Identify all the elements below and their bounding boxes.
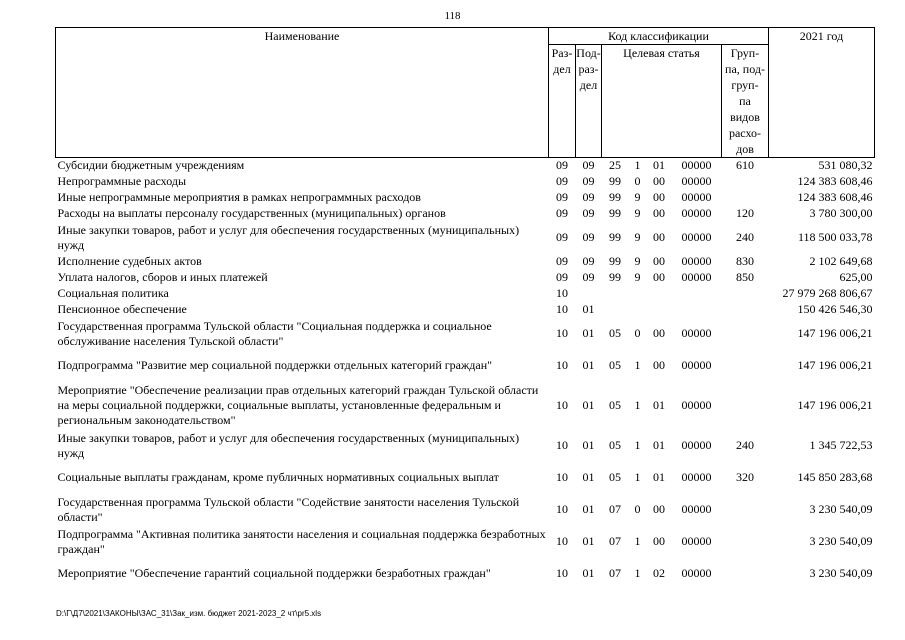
cell-name: Иные непрограммные мероприятия в рамках непрограммных расходов — [57, 190, 421, 204]
cell-expense-type — [722, 382, 769, 430]
cell-subprogram: 9 — [634, 206, 641, 220]
cell-program: 07 — [609, 566, 621, 580]
cell-section: 09 — [556, 270, 568, 284]
cell-section: 09 — [556, 206, 568, 220]
header-section-line: дел — [553, 62, 571, 76]
cell-section: 10 — [556, 398, 568, 412]
header-group-line: па, под- — [725, 62, 765, 76]
cell-activity: 00 — [653, 190, 665, 204]
cell-subsection: 09 — [582, 206, 595, 220]
cell-amount: 3 230 540,09 — [809, 566, 873, 580]
cell-section: 10 — [556, 302, 568, 316]
cell-name: Непрограммные расходы — [57, 174, 187, 188]
cell-program — [602, 302, 629, 318]
table-row — [56, 350, 875, 382]
cell-subprogram: 1 — [634, 438, 641, 452]
cell-direction: 00000 — [681, 230, 712, 244]
cell-activity: 00 — [653, 534, 665, 548]
cell-direction: 00000 — [681, 174, 712, 188]
cell-amount: 147 196 006,21 — [797, 358, 873, 372]
cell-name: Уплата налогов, сборов и иных платежей — [57, 270, 268, 284]
cell-direction — [672, 302, 722, 318]
cell-direction — [672, 286, 722, 302]
table-row — [56, 318, 875, 350]
cell-subsection: 09 — [582, 270, 595, 284]
cell-activity: 01 — [653, 438, 665, 452]
header-group-line: видов — [730, 110, 760, 124]
cell-subsection: 09 — [582, 158, 595, 173]
cell-section: 10 — [556, 326, 568, 340]
cell-subprogram: 1 — [634, 358, 641, 372]
cell-amount: 3 230 540,09 — [809, 534, 873, 548]
cell-expense-type — [722, 286, 769, 302]
cell-section: 09 — [556, 190, 568, 204]
cell-name: Подпрограмма "Развитие мер социальной поддержки отдельных категорий граждан" — [57, 358, 493, 372]
cell-amount: 1 345 722,53 — [809, 438, 873, 452]
cell-subprogram: 0 — [634, 174, 641, 188]
cell-activity: 00 — [653, 326, 665, 340]
cell-activity: 00 — [653, 174, 665, 188]
header-section-line: Раз- — [551, 46, 573, 60]
cell-subsection: 09 — [582, 174, 595, 188]
header-target: Целевая статья — [602, 45, 722, 158]
cell-expense-type: 830 — [736, 254, 754, 268]
cell-subsection: 01 — [582, 326, 595, 340]
cell-direction: 00000 — [681, 502, 712, 516]
cell-direction: 00000 — [681, 206, 712, 220]
table-header — [56, 28, 875, 158]
table-row — [56, 382, 875, 430]
cell-activity: 00 — [653, 206, 665, 220]
header-subsection-line: раз- — [578, 62, 599, 76]
cell-name: Мероприятие "Обеспечение реализации прав отдельных категорий граждан Тульской области на меры социальной поддержки, социальные выплаты, установленные федеральным и региональным законодательством" — [57, 383, 539, 427]
table-row — [56, 254, 875, 270]
table-row — [56, 222, 875, 254]
cell-direction: 00000 — [681, 270, 712, 284]
cell-activity: 00 — [653, 358, 665, 372]
cell-amount: 625,00 — [839, 270, 873, 284]
cell-subsection: 01 — [582, 302, 595, 316]
cell-direction: 00000 — [681, 470, 712, 484]
cell-direction: 00000 — [681, 566, 712, 580]
table-row — [56, 286, 875, 302]
cell-expense-type — [722, 526, 769, 558]
cell-amount: 147 196 006,21 — [797, 326, 873, 340]
cell-name: Исполнение судебных актов — [57, 254, 202, 268]
cell-direction: 00000 — [681, 190, 712, 204]
cell-subprogram: 9 — [634, 254, 641, 268]
cell-activity: 00 — [653, 230, 665, 244]
table-row — [56, 158, 875, 174]
cell-amount: 27 979 268 806,67 — [782, 286, 873, 300]
cell-expense-type — [722, 190, 769, 206]
cell-name: Пенсионное обеспечение — [57, 302, 187, 316]
cell-section: 09 — [556, 174, 568, 188]
cell-direction: 00000 — [681, 534, 712, 548]
table-row — [56, 494, 875, 526]
cell-subsection: 01 — [582, 502, 595, 516]
cell-subsection: 01 — [582, 438, 595, 452]
cell-amount: 3 230 540,09 — [809, 502, 873, 516]
cell-section: 10 — [556, 286, 568, 300]
table-body — [56, 158, 875, 590]
cell-direction: 00000 — [681, 358, 712, 372]
cell-expense-type — [722, 174, 769, 190]
cell-direction: 00000 — [681, 158, 712, 173]
cell-subsection: 01 — [582, 470, 595, 484]
budget-table — [55, 27, 875, 590]
cell-subprogram: 1 — [634, 470, 641, 484]
cell-amount: 2 102 649,68 — [809, 254, 873, 268]
header-group-line: расхо- — [728, 126, 762, 140]
cell-subprogram — [629, 302, 647, 318]
cell-name: Иные закупки товаров, работ и услуг для обеспечения государственных (муниципальных) нужд — [57, 222, 520, 252]
cell-subprogram: 9 — [634, 190, 641, 204]
cell-program: 99 — [609, 174, 621, 188]
cell-subprogram: 9 — [634, 230, 641, 244]
cell-amount: 124 383 608,46 — [797, 174, 873, 188]
cell-amount: 531 080,32 — [818, 158, 873, 173]
cell-name: Государственная программа Тульской области "Социальная поддержка и социальное обслуживание населения Тульской области" — [57, 318, 492, 348]
cell-direction: 00000 — [681, 326, 712, 340]
cell-section: 10 — [556, 534, 568, 548]
footer-file-path: D:\Г\Д7\2021\ЗАКОНЫ\ЗАС_31\Зак_изм. бюджет 2021-2023_2 чт\pr5.xls — [56, 609, 322, 618]
cell-direction: 00000 — [681, 438, 712, 452]
cell-section: 10 — [556, 470, 568, 484]
cell-subprogram — [629, 286, 647, 302]
cell-section: 09 — [556, 230, 568, 244]
header-name: Наименование — [56, 28, 549, 158]
table-row — [56, 270, 875, 286]
cell-program: 07 — [609, 534, 621, 548]
cell-activity: 01 — [653, 470, 665, 484]
table-row — [56, 462, 875, 494]
cell-activity: 00 — [653, 254, 665, 268]
cell-activity: 00 — [653, 270, 665, 284]
cell-section: 09 — [556, 254, 568, 268]
cell-expense-type: 240 — [736, 230, 754, 244]
cell-program: 99 — [609, 190, 621, 204]
cell-program: 99 — [609, 270, 621, 284]
cell-subsection: 01 — [582, 398, 595, 412]
cell-activity: 01 — [653, 158, 665, 173]
cell-program: 99 — [609, 230, 621, 244]
header-subsection-line: дел — [579, 78, 598, 92]
header-group-line: дов — [736, 142, 754, 156]
cell-expense-type: 850 — [736, 270, 754, 284]
cell-subprogram: 1 — [634, 566, 641, 580]
cell-section: 10 — [556, 438, 568, 452]
cell-subsection: 01 — [582, 358, 595, 372]
cell-program: 25 — [609, 158, 621, 173]
cell-amount: 3 780 300,00 — [809, 206, 873, 220]
table-row — [56, 206, 875, 222]
table-row — [56, 302, 875, 318]
header-section — [549, 45, 576, 158]
cell-expense-type: 120 — [736, 206, 754, 220]
cell-program — [602, 286, 629, 302]
cell-program: 05 — [609, 358, 621, 372]
cell-subprogram: 1 — [634, 398, 641, 412]
cell-subprogram: 9 — [634, 270, 641, 284]
cell-activity: 00 — [653, 502, 665, 516]
cell-name: Социальные выплаты гражданам, кроме публичных нормативных социальных выплат — [57, 470, 499, 484]
table-row — [56, 430, 875, 462]
cell-expense-type — [722, 318, 769, 350]
cell-name: Государственная программа Тульской области "Содействие занятости населения Тульской области" — [57, 494, 520, 524]
cell-section: 09 — [556, 158, 568, 173]
cell-name: Подпрограмма "Активная политика занятости населения и социальная поддержка безработных граждан" — [57, 526, 546, 556]
cell-subsection — [576, 286, 602, 302]
header-subsection-line: Под- — [576, 46, 601, 60]
cell-program: 07 — [609, 502, 621, 516]
cell-subsection: 01 — [582, 566, 595, 580]
cell-expense-type — [722, 494, 769, 526]
cell-section: 10 — [556, 358, 568, 372]
cell-expense-type — [722, 302, 769, 318]
cell-subsection: 09 — [582, 190, 595, 204]
cell-name: Субсидии бюджетным учреждениям — [57, 158, 245, 173]
table-row — [56, 190, 875, 206]
cell-subprogram: 1 — [634, 158, 641, 173]
header-classification: Код классификации — [549, 28, 769, 45]
cell-name: Иные закупки товаров, работ и услуг для обеспечения государственных (муниципальных) нужд — [57, 430, 520, 460]
cell-amount: 150 426 546,30 — [797, 302, 873, 316]
cell-activity — [647, 302, 672, 318]
cell-direction: 00000 — [681, 398, 712, 412]
cell-activity: 01 — [653, 398, 665, 412]
cell-amount: 118 500 033,78 — [797, 230, 873, 244]
cell-name: Расходы на выплаты персоналу государственных (муниципальных) органов — [57, 206, 446, 220]
header-group-line: груп- — [731, 78, 759, 92]
cell-activity: 02 — [653, 566, 665, 580]
header-year: 2021 год — [769, 28, 875, 158]
cell-expense-type — [722, 558, 769, 590]
cell-section: 10 — [556, 566, 568, 580]
cell-subprogram: 0 — [634, 326, 641, 340]
cell-expense-type: 240 — [736, 438, 754, 452]
cell-amount: 145 850 283,68 — [797, 470, 873, 484]
cell-activity — [647, 286, 672, 302]
table-row — [56, 526, 875, 558]
cell-program: 05 — [609, 326, 621, 340]
cell-program: 05 — [609, 398, 621, 412]
cell-program: 99 — [609, 254, 621, 268]
cell-expense-type — [722, 350, 769, 382]
cell-amount: 147 196 006,21 — [797, 398, 873, 412]
cell-expense-type: 320 — [736, 470, 754, 484]
cell-expense-type: 610 — [736, 158, 754, 173]
cell-subsection: 01 — [582, 534, 595, 548]
cell-name: Социальная политика — [57, 286, 169, 300]
cell-program: 05 — [609, 438, 621, 452]
cell-direction: 00000 — [681, 254, 712, 268]
cell-section: 10 — [556, 502, 568, 516]
cell-program: 99 — [609, 206, 621, 220]
page-number: 118 — [444, 10, 461, 22]
cell-amount: 124 383 608,46 — [797, 190, 873, 204]
table-row — [56, 558, 875, 590]
header-group — [722, 45, 769, 158]
cell-subprogram: 0 — [634, 502, 641, 516]
cell-subprogram: 1 — [634, 534, 641, 548]
cell-program: 05 — [609, 470, 621, 484]
cell-subsection: 09 — [582, 254, 595, 268]
table-row — [56, 174, 875, 190]
header-subsection — [576, 45, 602, 158]
cell-subsection: 09 — [582, 230, 595, 244]
header-group-line: па — [739, 94, 751, 108]
header-group-line: Груп- — [730, 46, 760, 60]
cell-name: Мероприятие "Обеспечение гарантий социальной поддержки безработных граждан" — [57, 566, 491, 580]
